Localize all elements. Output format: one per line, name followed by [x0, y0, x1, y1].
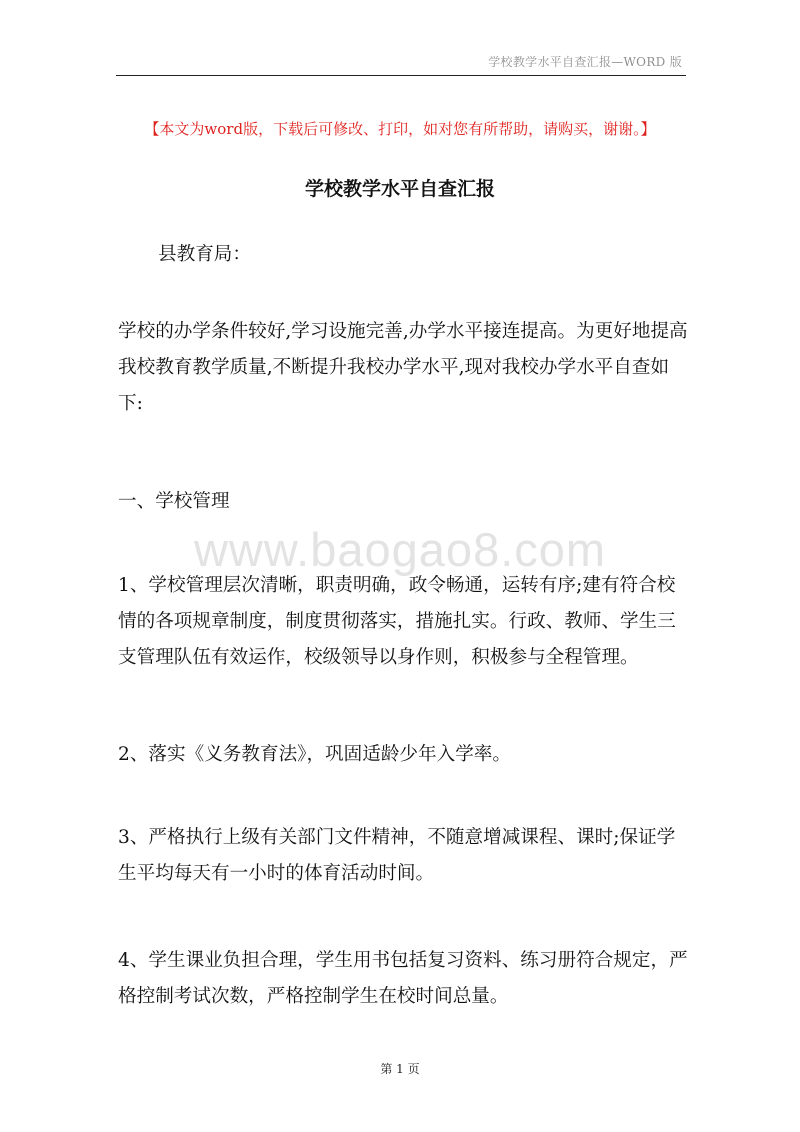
- paragraph-item-1: 1、学校管理层次清晰，职责明确，政令畅通，运转有序;建有符合校情的各项规章制度，制度贯彻落实，措施扎实。行政、教师、学生三支管理队伍有效运作，校级领导以身作则，积极参与全程管理。: [118, 575, 676, 668]
- watermark: www.baogao8.com: [193, 523, 607, 576]
- running-header: 学校教学水平自查汇报—WORD 版: [488, 55, 682, 69]
- header-divider: [116, 75, 686, 76]
- document-title: 学校教学水平自查汇报: [304, 178, 495, 200]
- download-notice: 【本文为word版，下载后可修改、打印，如对您有所帮助，请购买，谢谢。】: [144, 120, 656, 138]
- paragraph-item-2: 2、落实《义务教育法》，巩固适龄少年入学率。: [118, 744, 511, 765]
- section-heading: 一、学校管理: [118, 491, 230, 512]
- salutation: 县教育局：: [158, 244, 251, 265]
- paragraph-item-4: 4、学生课业负担合理，学生用书包括复习资料、练习册符合规定，严格控制考试次数，严格控制学生在校时间总量。: [118, 950, 688, 1007]
- page-number: 第 1 页: [380, 1062, 420, 1076]
- paragraph-item-3: 3、严格执行上级有关部门文件精神，不随意增减课程、课时;保证学生平均每天有一小时的体育活动时间。: [118, 827, 676, 884]
- paragraph-intro: 学校的办学条件较好,学习设施完善,办学水平接连提高。为更好地提高我校教育教学质量,不断提升我校办学水平,现对我校办学水平自查如下:: [118, 321, 688, 414]
